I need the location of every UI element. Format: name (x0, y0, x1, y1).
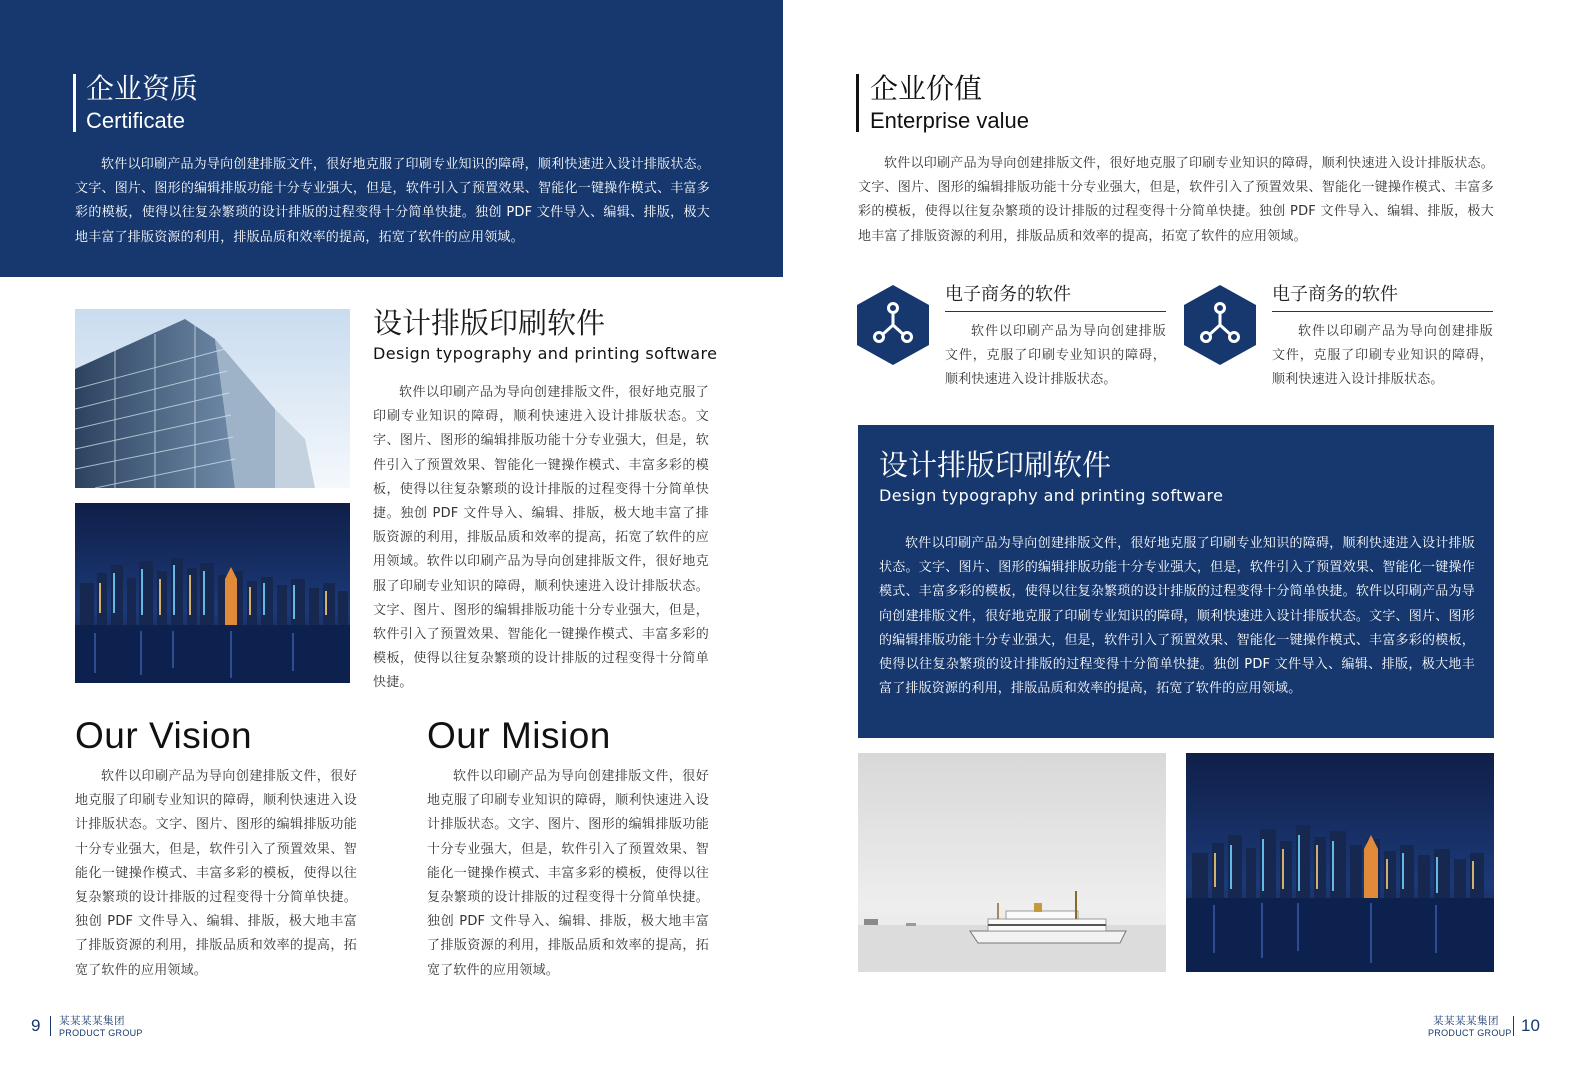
left-header-body: 软件以印刷产品为导向创建排版文件，很好地克服了印刷专业知识的障碍，顺利快速进入设计排版状态。文字、图片、图形的编辑排版功能十分专业强大，但是，软件引入了预置效果、智能化一键操作模式、丰富多彩的模板，使得以往复杂繁琐的设计排版的过程变得十分简单快捷。独创 PDF 文件导入、编辑、排版，极大地丰富了排版资源的利用，排版品质和效率的提高，拓宽了软件的应用领域。 (75, 157, 710, 245)
left-feature-title-zh: 设计排版印刷软件 (373, 306, 606, 340)
right-footer-divider (1513, 1016, 1514, 1036)
left-footer-company-zh: 某某某某集团 (59, 1015, 125, 1027)
left-feature-body: 软件以印刷产品为导向创建排版文件，很好地克服了印刷专业知识的障碍，顺利快速进入设计排版状态。文字、图片、图形的编辑排版功能十分专业强大，但是，软件引入了预置效果、智能化一键操作模式、丰富多彩的模板，使得以往复杂繁琐的设计排版的过程变得十分简单快捷。独创 PDF 文件导入、编辑、排版，极大地丰富了排版资源的利用，排版品质和效率的提高，拓宽了软件的应用领域。软件以印刷产品为导向创建排版文件，很好地克服了印刷专业知识的障碍，顺利快速进入设计排版状态。文字、图片、图形的编辑排版功能十分专业强大，但是，软件引入了预置效果、智能化一键操作模式、丰富多彩的模板，使得以往复杂繁琐的设计排版的过程变得十分简单快捷。 (373, 385, 709, 691)
left-feature-title-en: Design typography and printing software (373, 344, 718, 363)
mission-body: 软件以印刷产品为导向创建排版文件，很好地克服了印刷专业知识的障碍，顺利快速进入设计排版状态。文字、图片、图形的编辑排版功能十分专业强大，但是，软件引入了预置效果、智能化一键操作模式、丰富多彩的模板，使得以往复杂繁琐的设计排版的过程变得十分简单快捷。独创 PDF 文件导入、编辑、排版，极大地丰富了排版资源的利用，排版品质和效率的提高，拓宽了软件的应用领域。 (427, 769, 709, 978)
right-header-body: 软件以印刷产品为导向创建排版文件，很好地克服了印刷专业知识的障碍，顺利快速进入设计排版状态。文字、图片、图形的编辑排版功能十分专业强大，但是，软件引入了预置效果、智能化一键操作模式、丰富多彩的模板，使得以往复杂繁琐的设计排版的过程变得十分简单快捷。独创 PDF 文件导入、编辑、排版，极大地丰富了排版资源的利用，排版品质和效率的提高，拓宽了软件的应用领域。 (858, 156, 1494, 244)
left-footer-divider (50, 1016, 51, 1036)
card-1-hexagon-icon (857, 285, 929, 365)
city-night-photo (75, 503, 350, 683)
card-1-divider (945, 311, 1166, 312)
right-feature-title-zh: 设计排版印刷软件 (879, 448, 1112, 482)
card-1-title: 电子商务的软件 (945, 284, 1071, 305)
right-footer-company-en: PRODUCT GROUP (1428, 1028, 1512, 1038)
vision-body: 软件以印刷产品为导向创建排版文件，很好地克服了印刷专业知识的障碍，顺利快速进入设计排版状态。文字、图片、图形的编辑排版功能十分专业强大，但是，软件引入了预置效果、智能化一键操作模式、丰富多彩的模板，使得以往复杂繁琐的设计排版的过程变得十分简单快捷。独创 PDF 文件导入、编辑、排版，极大地丰富了排版资源的利用，排版品质和效率的提高，拓宽了软件的应用领域。 (75, 769, 357, 978)
right-page-number: 10 (1521, 1016, 1540, 1035)
left-footer-company-en: PRODUCT GROUP (59, 1028, 143, 1038)
city-night-photo-2 (1186, 753, 1494, 972)
card-2-title: 电子商务的软件 (1272, 284, 1398, 305)
building-photo (75, 309, 350, 488)
left-header-title-zh: 企业资质 (86, 72, 199, 105)
right-header-accent-bar (856, 74, 859, 132)
left-header-title-en: Certificate (86, 108, 186, 133)
card-2-hexagon-icon (1184, 285, 1256, 365)
left-header-accent-bar (73, 74, 76, 132)
card-1-body: 软件以印刷产品为导向创建排版文件，克服了印刷专业知识的障碍，顺利快速进入设计排版状态。 (945, 324, 1166, 388)
right-header-title-en: Enterprise value (870, 108, 1029, 133)
right-footer-company-zh: 某某某某集团 (1433, 1015, 1499, 1027)
right-header-title-zh: 企业价值 (870, 72, 983, 105)
ship-photo (858, 753, 1166, 972)
left-page-number: 9 (31, 1016, 41, 1035)
card-2-divider (1272, 311, 1493, 312)
card-2-body: 软件以印刷产品为导向创建排版文件，克服了印刷专业知识的障碍，顺利快速进入设计排版状态。 (1272, 324, 1493, 388)
right-feature-body: 软件以印刷产品为导向创建排版文件，很好地克服了印刷专业知识的障碍，顺利快速进入设计排版状态。文字、图片、图形的编辑排版功能十分专业强大，但是，软件引入了预置效果、智能化一键操作模式、丰富多彩的模板，使得以往复杂繁琐的设计排版的过程变得十分简单快捷。软件以印刷产品为导向创建排版文件，很好地克服了印刷专业知识的障碍，顺利快速进入设计排版状态。文字、图片、图形的编辑排版功能十分专业强大，但是，软件引入了预置效果、智能化一键操作模式、丰富多彩的模板，使得以往复杂繁琐的设计排版的过程变得十分简单快捷。独创 PDF 文件导入、编辑、排版，极大地丰富了排版资源的利用，排版品质和效率的提高，拓宽了软件的应用领域。 (879, 536, 1475, 697)
right-feature-title-en: Design typography and printing software (879, 486, 1224, 505)
vision-title: Our Vision (75, 715, 253, 756)
mission-title: Our Mision (427, 715, 611, 756)
